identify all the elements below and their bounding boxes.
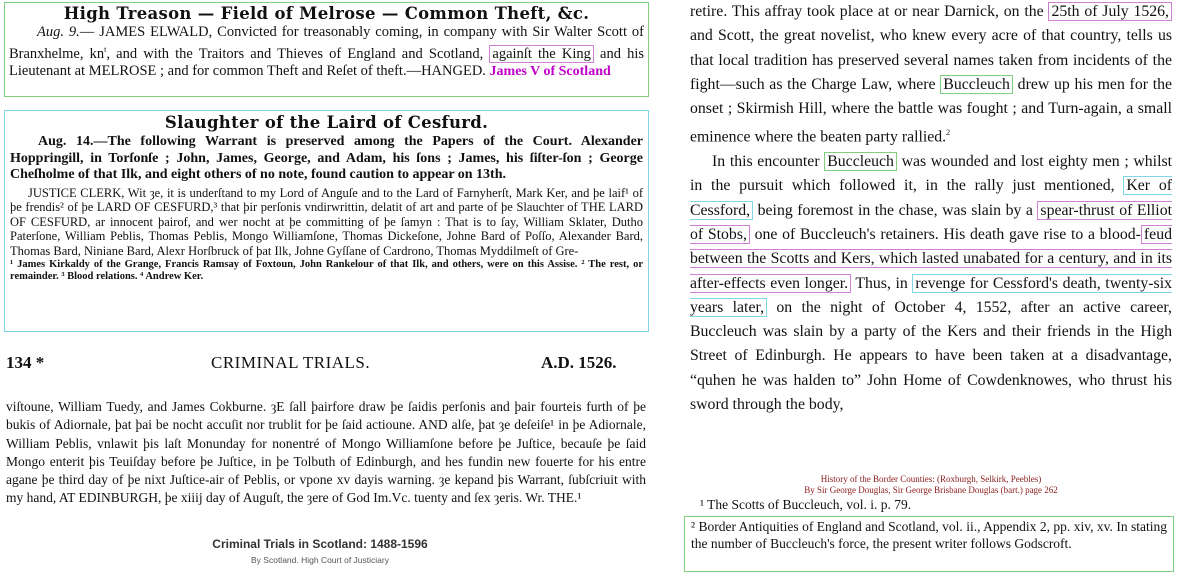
treason-text-b: , and with the Traitors and Thieves of England and Scotland, [106, 45, 490, 62]
page-number: 134 * [6, 353, 45, 372]
right-caption-sub: By Sir George Douglas, Sir George Brisbane Douglas (bart.) page 262 [804, 485, 1058, 495]
rt-l6: being foremost in the chase, was slain by a [753, 201, 1038, 219]
rt-l7: one of Buccleuch's retainers. His death gave rise to a blood- [749, 225, 1141, 243]
footnote-1: ¹ The Scotts of Buccleuch, vol. i. p. 79. [700, 497, 912, 512]
footnote-2: ² Border Antiquities of England and Scotland, vol. ii., Appendix 2, pp. xiv, xv. In stating the number of Buccleuch's force, the present writer follows Godscroft. [684, 516, 1174, 572]
treason-date: Aug. 9. [37, 24, 80, 40]
treason-section [4, 2, 649, 97]
cessford-paragraph: Aug. 14.—The following Warrant is preserved among the Papers of the Court. Alexander Hoppringill, in Torſonſe ; John, James, George, and Adam, his ſons ; James, his ſiſter-ſon ; George Cheſholme of that Ilk, and eight others of no note, found caution to appear on 13th. [10, 134, 643, 182]
rt-l5: was wounded and lost eighty men ; whilst in the pursuit which followed it, in the rally just mentioned, [690, 153, 1172, 195]
right-source-caption [690, 474, 1172, 496]
treason-heading: High Treason — Field of Melrose — Common Theft, &c. [63, 4, 590, 23]
date-highlight: 25th of July 1526, [1048, 2, 1172, 21]
rt-l9: on the night of October 4, 1552, after an active career, Buccleuch was slain by a party of the Kers and their friends in the High Street of Edinburgh. He appears to have been taken at a disadvantage, “quhen he was halden to” John Home of Cowdenknowes, who thrust his sword through the body, [690, 298, 1173, 414]
rt-l2: and Scott, the great novelist, who knew every acre of that country, tells us that local tradition has preserved several names taken from incidents of the fight—such as the Charge Law, where [690, 27, 1172, 93]
treason-text-c: and his Lieutenant at MELROSE ; and for common Theft and Reſet of theft.—HANGED. [9, 45, 645, 79]
feud-highlight: feud between the Scotts and Kers, which lasted unabated for a century, and in its after-effects even longer. [690, 225, 1172, 292]
treason-text-a: — JAMES ELWALD, Convicted for treasonably coming, in company with Sir Walter Scott of Branxhelme, kn [9, 24, 644, 62]
warrant-continuation: viſtoune, William Tuedy, and James Cokburne. ȝE ſall þairfore draw þe ſaidis perſonis and þair fourteis furth of þe bukis of Adiornale, þat þai be nocht accuſit nor trublit for þe ſaid actioune. AND alſe, þat ȝe deſeiſe¹ in þe Adiornale, William Peblis, vnlawit þis laſt Monunday for nonentré of Mongo Williamſone before þe Juſtice, becauſe þe ſaid Mongo enterit þis Teuiſday before þe Juſtice, in þe Tolbuth of Edinburgh, and hes fundin new fouerte for his entre agane þe third day of þe nixt Juſtice-air of Peblis, or vpone xv dayis warning. ȝe kepand þis Warrant, ſubſcriuit with my hand, AT EDINBURGH, þe xiiij day of Auguſt, the ȝere of God Im.Vc. tuenty and ſex ȝeris. Wr. THE.¹ [6, 399, 646, 506]
treason-sup: t [104, 45, 107, 54]
against-king-highlight: againſt the King [489, 45, 593, 63]
page-year: A.D. 1526. [541, 353, 617, 372]
border-history-text [690, 0, 1172, 417]
left-caption-title: Criminal Trials in Scotland: 1488-1596 [212, 537, 428, 551]
rt-sup2: 2 [946, 128, 951, 138]
left-source-caption [160, 537, 480, 565]
rt-l8: Thus, in [851, 274, 913, 292]
ker-highlight: Ker of Cessford, [690, 177, 1172, 219]
cessford-heading: Slaughter of the Laird of Cesfurd. [164, 113, 489, 132]
buccleuch-highlight-1: Buccleuch [940, 75, 1013, 94]
left-caption-sub: By Scotland. High Court of Justiciary [251, 555, 389, 565]
rt-l4: In this encounter [712, 153, 825, 171]
justice-clerk-warrant: JUSTICE CLERK, Wit ȝe, it is underſtand to my Lord of Anguſe and to the Lard of Farnyherſt, Mark Ker, and þe laif¹ of þe frendis² of þe LARD OF CESFURD,³ that þir perſonis vndirwrittin, delatit of art and parte of þe Slauchter of THE LARD OF CESFURD, ar innocent þairof, and wer nocht at þe committing of þe ſamyn : That is to ſay, William Sklater, Dutho Paterſone, William Peblis, Thomas Peblis, Mongo Williamſone, Thomas Dickeſone, Johne Bard of Poſſo, Alexander Bard, Thomas Bard, Niniane Bard, Alexr Horſbruck of þat Ilk, Johne Gyſſane of Cardrono, Thomas Myddilmeſt of Gre- [10, 185, 643, 258]
spear-highlight: spear-thrust of Elliot of Stobs, [690, 201, 1172, 243]
buccleuch-highlight-2: Buccleuch [824, 152, 897, 171]
revenge-highlight: revenge for Cessford's death, twenty-six years later, [690, 274, 1172, 316]
cessford-section [4, 110, 649, 332]
james-v-annotation: James V of Scotland [489, 63, 611, 79]
page-running-title: CRIMINAL TRIALS. [211, 353, 371, 372]
rt-l1: retire. This affray took place at or near Darnick, on the [690, 3, 1044, 20]
rt-l3: drew up his men for the onset ; Skirmish Hill, where the battle was fought ; and Turn-again, a small eminence where the beaten party rallied. [690, 75, 1172, 146]
right-caption-title: History of the Border Counties: (Roxburgh, Selkirk, Peebles) [820, 474, 1042, 484]
cessford-footnotes: ¹ James Kirkaldy of the Grange, Francis Ramsay of Foxtoun, John Rankelour of that Ilk, and others, were on this Assise. ² The rest, or remainder. ³ Blood relations. ⁴ Andrew Ker. [10, 259, 643, 282]
